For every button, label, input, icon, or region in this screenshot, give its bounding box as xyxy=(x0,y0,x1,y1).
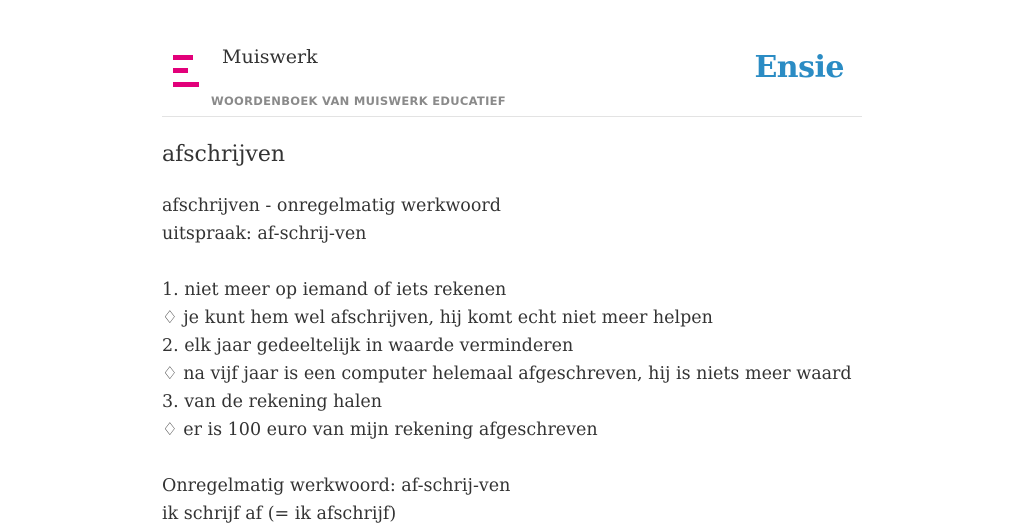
definition-line xyxy=(162,444,862,472)
definition-text xyxy=(162,192,862,528)
definition-line: Onregelmatig werkwoord: af-schrij-ven xyxy=(162,476,511,496)
site-title-link[interactable]: Muiswerk xyxy=(222,46,318,68)
definition-line: ik schrijf af (= ik afschrijf) xyxy=(162,504,397,524)
definition-line: 2. elk jaar gedeeltelijk in waarde verminderen xyxy=(162,336,574,356)
site-header xyxy=(162,0,862,117)
definition-line xyxy=(162,248,862,276)
muiswerk-e-logo-icon[interactable] xyxy=(173,55,199,87)
main-content xyxy=(162,140,862,528)
definition-line: ♢ na vijf jaar is een computer helemaal afgeschreven, hij is niets meer waard xyxy=(162,364,852,384)
definition-line: uitspraak: af-schrij-ven xyxy=(162,224,367,244)
ensie-logo-link[interactable]: Ensie xyxy=(754,50,844,85)
definition-line: 3. van de rekening halen xyxy=(162,392,383,412)
page-title: afschrijven xyxy=(162,142,286,167)
site-subtitle: WOORDENBOEK VAN MUISWERK EDUCATIEF xyxy=(211,94,506,108)
definition-line: ♢ je kunt hem wel afschrijven, hij komt echt niet meer helpen xyxy=(162,308,713,328)
definition-line: afschrijven - onregelmatig werkwoord xyxy=(162,196,501,216)
definition-line: ♢ er is 100 euro van mijn rekening afgeschreven xyxy=(162,420,598,440)
definition-line: 1. niet meer op iemand of iets rekenen xyxy=(162,280,507,300)
